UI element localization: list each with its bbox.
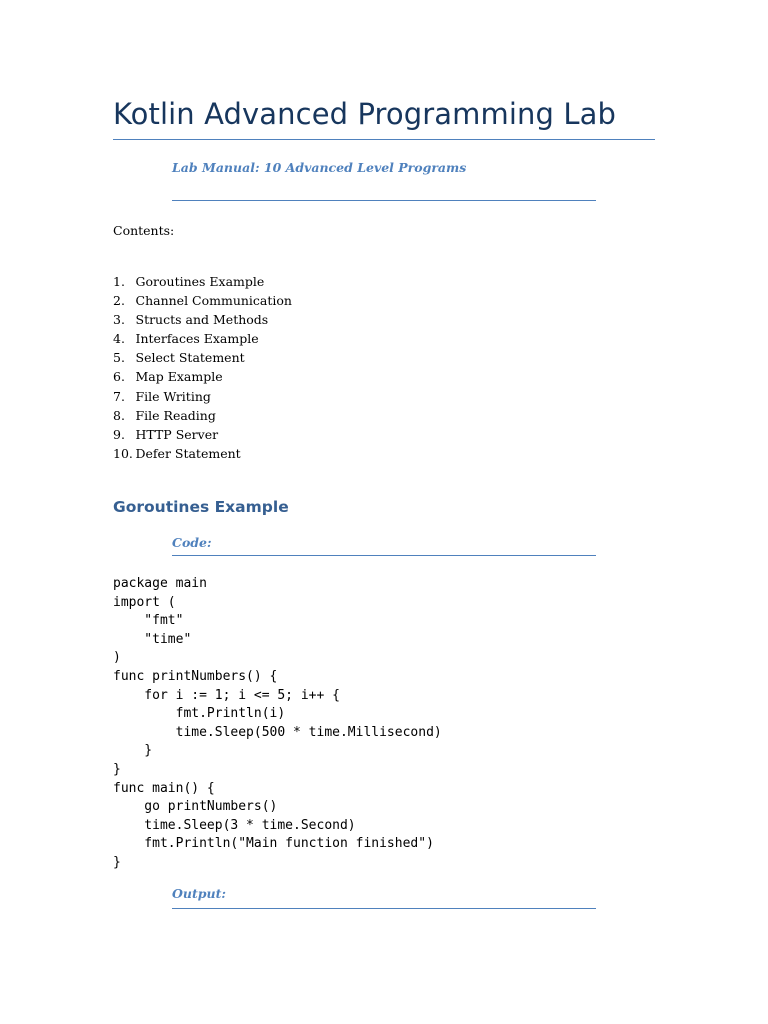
toc-item-number: 6. [113, 369, 125, 385]
code-label-underline [172, 555, 596, 556]
toc-item [113, 348, 292, 367]
code-line: time.Sleep(500 * time.Millisecond) [113, 724, 442, 740]
code-line: } [113, 761, 121, 777]
toc-item-label: File Writing [135, 388, 211, 404]
toc-item [113, 310, 292, 329]
code-block [113, 575, 442, 873]
title-underline [113, 139, 655, 140]
toc-item-label: Defer Statement [135, 445, 241, 461]
toc-item-number: 4. [113, 331, 125, 347]
toc-item [113, 367, 292, 386]
code-line: import ( [113, 594, 176, 610]
code-line: func printNumbers() { [113, 668, 278, 684]
contents-label: Contents: [113, 223, 175, 238]
toc-item [113, 272, 292, 291]
toc-item-number: 8. [113, 407, 125, 423]
code-line: go printNumbers() [113, 799, 278, 815]
code-line: } [113, 854, 121, 870]
toc-item-number: 2. [113, 293, 125, 309]
code-line: time.Sleep(3 * time.Second) [113, 817, 356, 833]
code-line: package main [113, 576, 207, 591]
document-subtitle: Lab Manual: 10 Advanced Level Programs [172, 160, 467, 175]
toc-item-number: 10. [113, 445, 133, 461]
code-line: fmt.Println("Main function finished") [113, 836, 434, 852]
code-label: Code: [172, 535, 212, 550]
toc-item-number: 1. [113, 274, 125, 289]
toc-item-label: Interfaces Example [135, 331, 259, 347]
toc-item-label: Structs and Methods [135, 312, 269, 328]
toc-item [113, 329, 292, 348]
toc-item [113, 406, 292, 425]
code-line: for i := 1; i <= 5; i++ { [113, 687, 340, 703]
code-line: "fmt" [113, 613, 184, 629]
code-line: ) [113, 650, 121, 666]
section-heading: Goroutines Example [113, 498, 289, 516]
toc-item-label: File Reading [135, 407, 216, 423]
subtitle-underline [172, 200, 596, 201]
output-label-underline [172, 908, 596, 909]
document-title: Kotlin Advanced Programming Lab [113, 97, 616, 131]
toc-item-number: 3. [113, 312, 125, 328]
toc-item-label: Channel Communication [135, 293, 292, 309]
toc-item-number: 7. [113, 388, 125, 404]
toc-item [113, 444, 292, 463]
code-line: func main() { [113, 780, 215, 796]
toc-item-label: Goroutines Example [135, 274, 265, 289]
toc-item-number: 9. [113, 426, 125, 442]
toc-item [113, 425, 292, 444]
toc-item-label: Select Statement [135, 350, 245, 366]
toc-item-label: Map Example [135, 369, 223, 385]
toc-item-label: HTTP Server [135, 426, 219, 442]
code-line: "time" [113, 631, 192, 647]
toc-item-number: 5. [113, 350, 125, 366]
output-label: Output: [172, 886, 226, 901]
code-line: fmt.Println(i) [113, 706, 286, 722]
toc-item [113, 387, 292, 406]
code-line: } [113, 743, 153, 759]
table-of-contents [113, 272, 292, 463]
toc-item [113, 291, 292, 310]
